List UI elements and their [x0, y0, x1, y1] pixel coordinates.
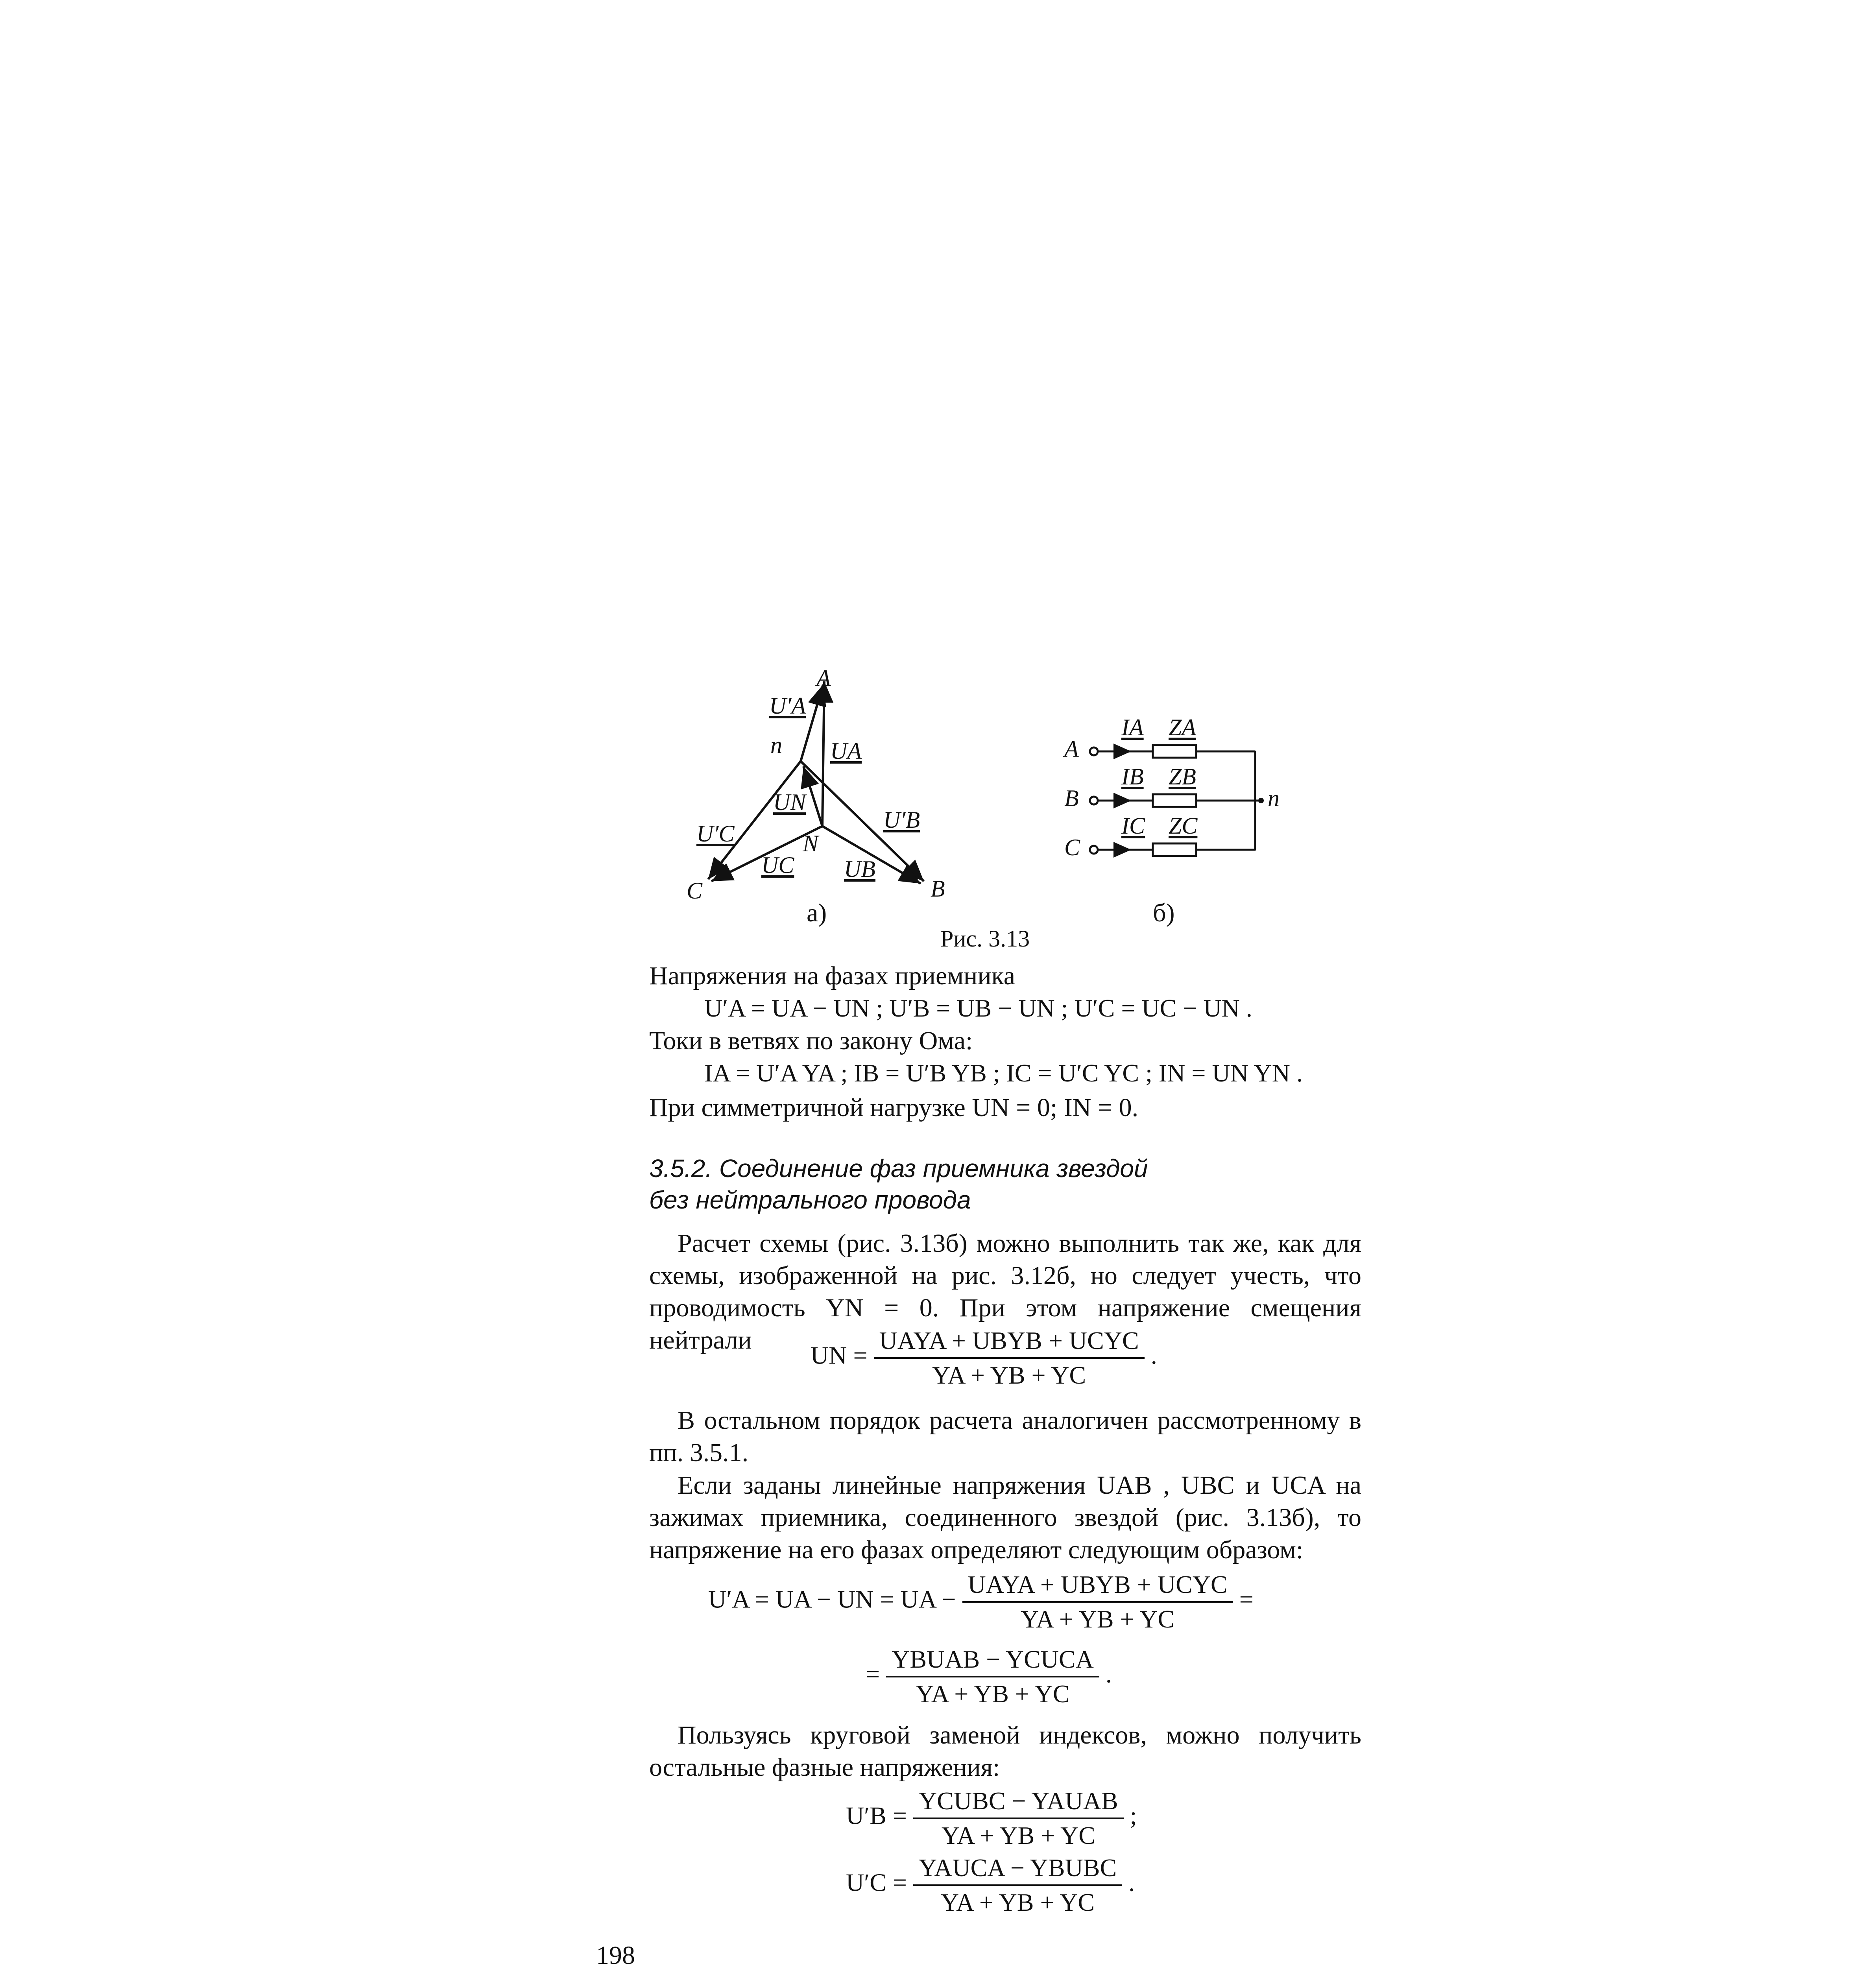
equation-uc-prime — [846, 1853, 1135, 1917]
vector-diagram — [669, 661, 976, 913]
paragraph-calculation: Расчет схемы (рис. 3.13б) можно выполнить так же, как для схемы, изображенной на рис. 3.12б, но следует учесть, что проводимость YN = 0. При этом напряжение смещения нейтрали — [649, 1229, 1361, 1354]
circuit-diagram — [1062, 728, 1283, 877]
label-ic: IC — [1121, 813, 1145, 839]
eq-uc-end: . — [1128, 1868, 1135, 1897]
eq-ub-numerator: YCUBC − YAUAB — [913, 1786, 1124, 1819]
paragraph-remaining-order: В остальном порядок расчета аналогичен рассмотренному в пп. 3.5.1. — [649, 1406, 1361, 1467]
label-a-node-n: n — [770, 732, 782, 758]
vector-un — [803, 766, 822, 826]
subfigure-label-b: б) — [1153, 899, 1175, 927]
eq-un-denominator: YA + YB + YC — [932, 1361, 1086, 1389]
label-a-node-C: C — [687, 878, 703, 904]
label-zc: ZC — [1169, 813, 1198, 839]
resistor-za — [1153, 745, 1196, 758]
label-un: UN — [773, 789, 806, 815]
label-uc: UC — [761, 852, 794, 878]
section-heading-line2: без нейтрального провода — [649, 1186, 971, 1214]
equation-ua-prime-line2 — [866, 1644, 1112, 1709]
label-ua: UA — [830, 738, 862, 764]
text-phase-voltages: Напряжения на фазах приемника — [649, 961, 1016, 990]
eq-ua-equals: = — [1239, 1585, 1254, 1613]
label-ib: IB — [1121, 764, 1144, 790]
circuit-terminal-B: B — [1064, 785, 1079, 811]
label-za: ZA — [1169, 714, 1197, 740]
eq-uc-fraction — [913, 1853, 1122, 1917]
paragraph-circular-substitution: Пользуясь круговой заменой индексов, можно получить остальные фазные напряжения: — [649, 1721, 1361, 1782]
eq-ub-lhs: U′B = — [846, 1801, 907, 1830]
eq-ua-denominator1: YA + YB + YC — [1021, 1605, 1175, 1633]
label-uc-prime: U′C — [696, 821, 735, 847]
label-ub: UB — [844, 856, 875, 882]
vector-ua — [822, 681, 824, 826]
eq-un-numerator: UAYA + UBYB + UCYC — [874, 1326, 1145, 1359]
label-ia: IA — [1121, 714, 1144, 740]
equation-phase-voltages: U′A = UA − UN ; U′B = UB − UN ; U′C = UC − UN . — [704, 994, 1252, 1022]
eq-ua-numerator2: YBUAB − YCUCA — [886, 1644, 1099, 1677]
section-heading-line1: 3.5.2. Соединение фаз приемника звездой — [649, 1154, 1148, 1183]
label-zb: ZB — [1169, 764, 1197, 790]
eq-uc-lhs: U′C = — [846, 1868, 907, 1897]
paragraph-line-voltages: Если заданы линейные напряжения UAB , UBC и UCA на зажимах приемника, соединенного звездой (рис. 3.13б), то напряжение на его фазах определяют следующим образом: — [649, 1471, 1361, 1564]
equation-ub-prime — [846, 1786, 1137, 1851]
circuit-terminal-A: A — [1064, 736, 1079, 762]
figure-caption: Рис. 3.13 — [940, 926, 1030, 952]
subfigure-label-a: а) — [807, 899, 827, 927]
label-ub-prime: U′B — [883, 807, 920, 833]
eq-ua-fraction2 — [886, 1644, 1099, 1709]
eq-ua-denominator2: YA + YB + YC — [916, 1680, 1070, 1708]
label-ua-prime: U′A — [769, 693, 806, 719]
label-a-node-N: N — [803, 830, 819, 856]
page-number: 198 — [596, 1941, 635, 1967]
eq-uc-denominator: YA + YB + YC — [941, 1888, 1095, 1916]
eq-un-end: . — [1150, 1341, 1157, 1369]
eq-ub-denominator: YA + YB + YC — [941, 1821, 1095, 1849]
label-a-node-A: A — [816, 665, 831, 691]
eq-ua-end: . — [1105, 1660, 1112, 1688]
text-symmetric-load: При симметричной нагрузке UN = 0; IN = 0. — [649, 1093, 1139, 1122]
eq-ua-lhs: U′A = UA − UN = UA − — [708, 1585, 956, 1613]
label-a-node-B: B — [931, 876, 945, 902]
eq-ub-end: ; — [1130, 1801, 1137, 1830]
eq-un-lhs: UN = — [811, 1341, 868, 1369]
eq-uc-numerator: YAUCA − YBUBC — [913, 1853, 1122, 1886]
equation-neutral-offset — [811, 1326, 1157, 1390]
circuit-node-n: n — [1268, 785, 1280, 811]
equation-branch-currents: IA = U′A YA ; IB = U′B YB ; IC = U′C YC ; IN = UN YN . — [704, 1059, 1303, 1087]
eq-ua-lhs2: = — [866, 1660, 880, 1688]
circuit-terminal-C: C — [1064, 834, 1080, 860]
eq-ua-fraction1 — [962, 1570, 1233, 1634]
resistor-zc — [1153, 843, 1196, 856]
eq-un-fraction — [874, 1326, 1145, 1390]
eq-ub-fraction — [913, 1786, 1124, 1851]
eq-ua-numerator1: UAYA + UBYB + UCYC — [962, 1570, 1233, 1603]
resistor-zb — [1153, 794, 1196, 807]
equation-ua-prime-line1 — [708, 1570, 1254, 1634]
text-branch-currents: Токи в ветвях по закону Ома: — [649, 1026, 973, 1055]
